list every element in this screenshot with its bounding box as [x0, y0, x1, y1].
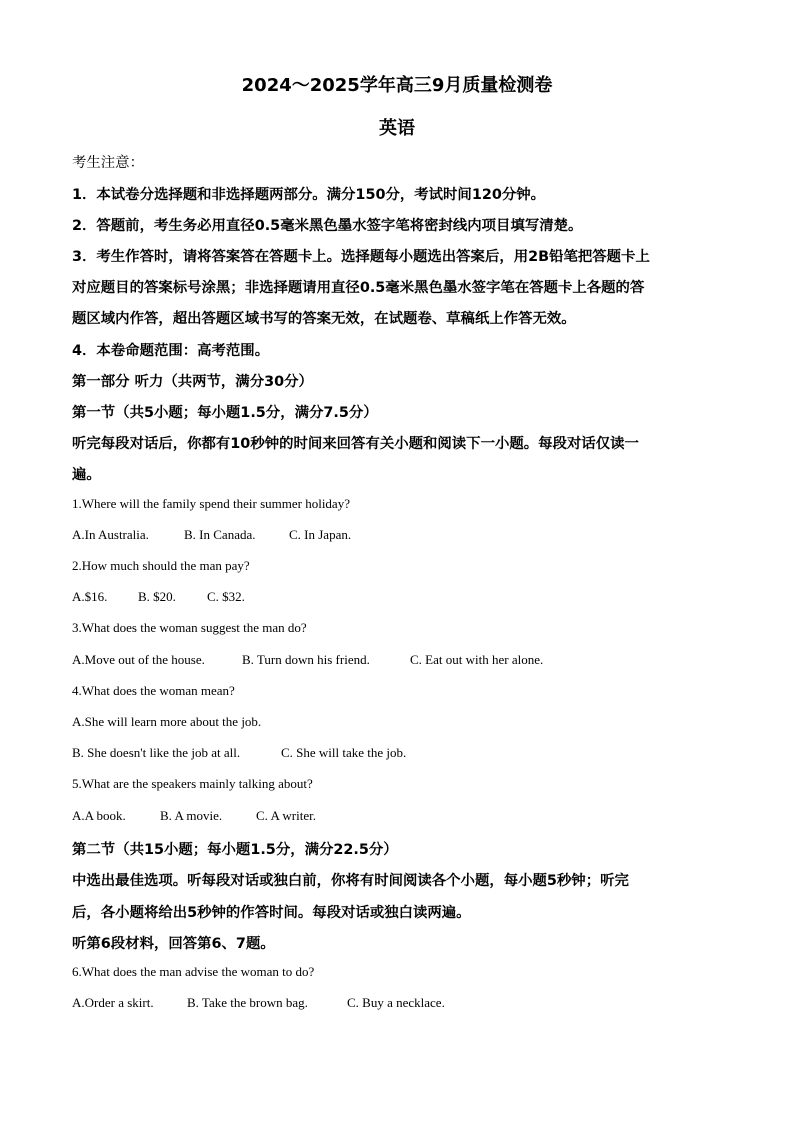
question-4-stem: 4.What does the woman mean? — [72, 683, 235, 698]
question-1-stem: 1.Where will the family spend their summer holiday? — [72, 496, 350, 511]
question-2-options — [72, 589, 245, 605]
part1-heading: 第一部分 听力（共两节，满分30分） — [72, 374, 313, 390]
notice-item-3-cont-1: 对应题目的答案标号涂黑；非选择题请用直径0.5毫米黑色墨水签字笔在答题卡上各题的答 — [72, 280, 645, 296]
option-a: A.Move out of the house. — [72, 652, 205, 667]
question-5-options — [72, 808, 316, 824]
option-c: C. Buy a necklace. — [347, 995, 445, 1010]
option-a: A.In Australia. — [72, 527, 149, 542]
notice-item-4: 4．本卷命题范围：高考范围。 — [72, 343, 270, 359]
option-b: B. Turn down his friend. — [242, 652, 370, 667]
exam-subject: 英语 — [379, 118, 415, 139]
section1-instruction-1: 听完每段对话后，你都有10秒钟的时间来回答有关小题和阅读下一小题。每段对话仅读一 — [72, 436, 639, 452]
question-5-stem: 5.What are the speakers mainly talking about? — [72, 776, 313, 791]
option-b: B. In Canada. — [184, 527, 256, 542]
question-3-options — [72, 652, 543, 668]
question-4-option-a: A.She will learn more about the job. — [72, 714, 262, 729]
option-a: A.Order a skirt. — [72, 995, 154, 1010]
option-c: C. In Japan. — [289, 527, 352, 542]
option-c: C. $32. — [207, 589, 245, 604]
notice-item-3-cont-2: 题区域内作答，超出答题区域书写的答案无效，在试题卷、草稿纸上作答无效。 — [72, 311, 576, 327]
option-b: B. She doesn't like the job at all. — [72, 745, 241, 760]
section2-material-6: 听第6段材料，回答第6、7题。 — [72, 936, 275, 952]
section2-instruction-2: 后，各小题将给出5秒钟的作答时间。每段对话或独白读两遍。 — [72, 905, 471, 921]
section1-heading: 第一节（共5小题；每小题1.5分，满分7.5分） — [72, 405, 378, 421]
section2-heading: 第二节（共15小题；每小题1.5分，满分22.5分） — [72, 842, 398, 858]
option-c: C. Eat out with her alone. — [410, 652, 544, 667]
question-6-options — [72, 995, 445, 1011]
notice-item-2: 2．答题前，考生务必用直径0.5毫米黑色墨水签字笔将密封线内项目填写清楚。 — [72, 218, 583, 234]
exam-title: 2024～2025学年高三9月质量检测卷 — [241, 75, 553, 96]
option-b: B. Take the brown bag. — [187, 995, 308, 1010]
option-a: A.A book. — [72, 808, 126, 823]
section2-instruction-1: 中选出最佳选项。听每段对话或独白前，你将有时间阅读各个小题，每小题5秒钟；听完 — [72, 873, 629, 889]
question-2-stem: 2.How much should the man pay? — [72, 558, 250, 573]
question-6-stem: 6.What does the man advise the woman to do? — [72, 964, 315, 979]
option-b: B. $20. — [138, 589, 176, 604]
question-4-options-bc — [72, 745, 406, 761]
option-b: B. A movie. — [160, 808, 223, 823]
question-3-stem: 3.What does the woman suggest the man do? — [72, 620, 307, 635]
question-1-options — [72, 527, 351, 543]
notice-item-1: 1．本试卷分选择题和非选择题两部分。满分150分，考试时间120分钟。 — [72, 187, 546, 203]
notice-heading: 考生注意： — [72, 155, 144, 171]
option-c: C. A writer. — [256, 808, 316, 823]
notice-item-3: 3．考生作答时，请将答案答在答题卡上。选择题每小题选出答案后，用2B铅笔把答题卡上 — [72, 249, 650, 265]
option-c: C. She will take the job. — [281, 745, 407, 760]
option-a: A.$16. — [72, 589, 108, 604]
section1-instruction-2: 遍。 — [72, 467, 101, 483]
